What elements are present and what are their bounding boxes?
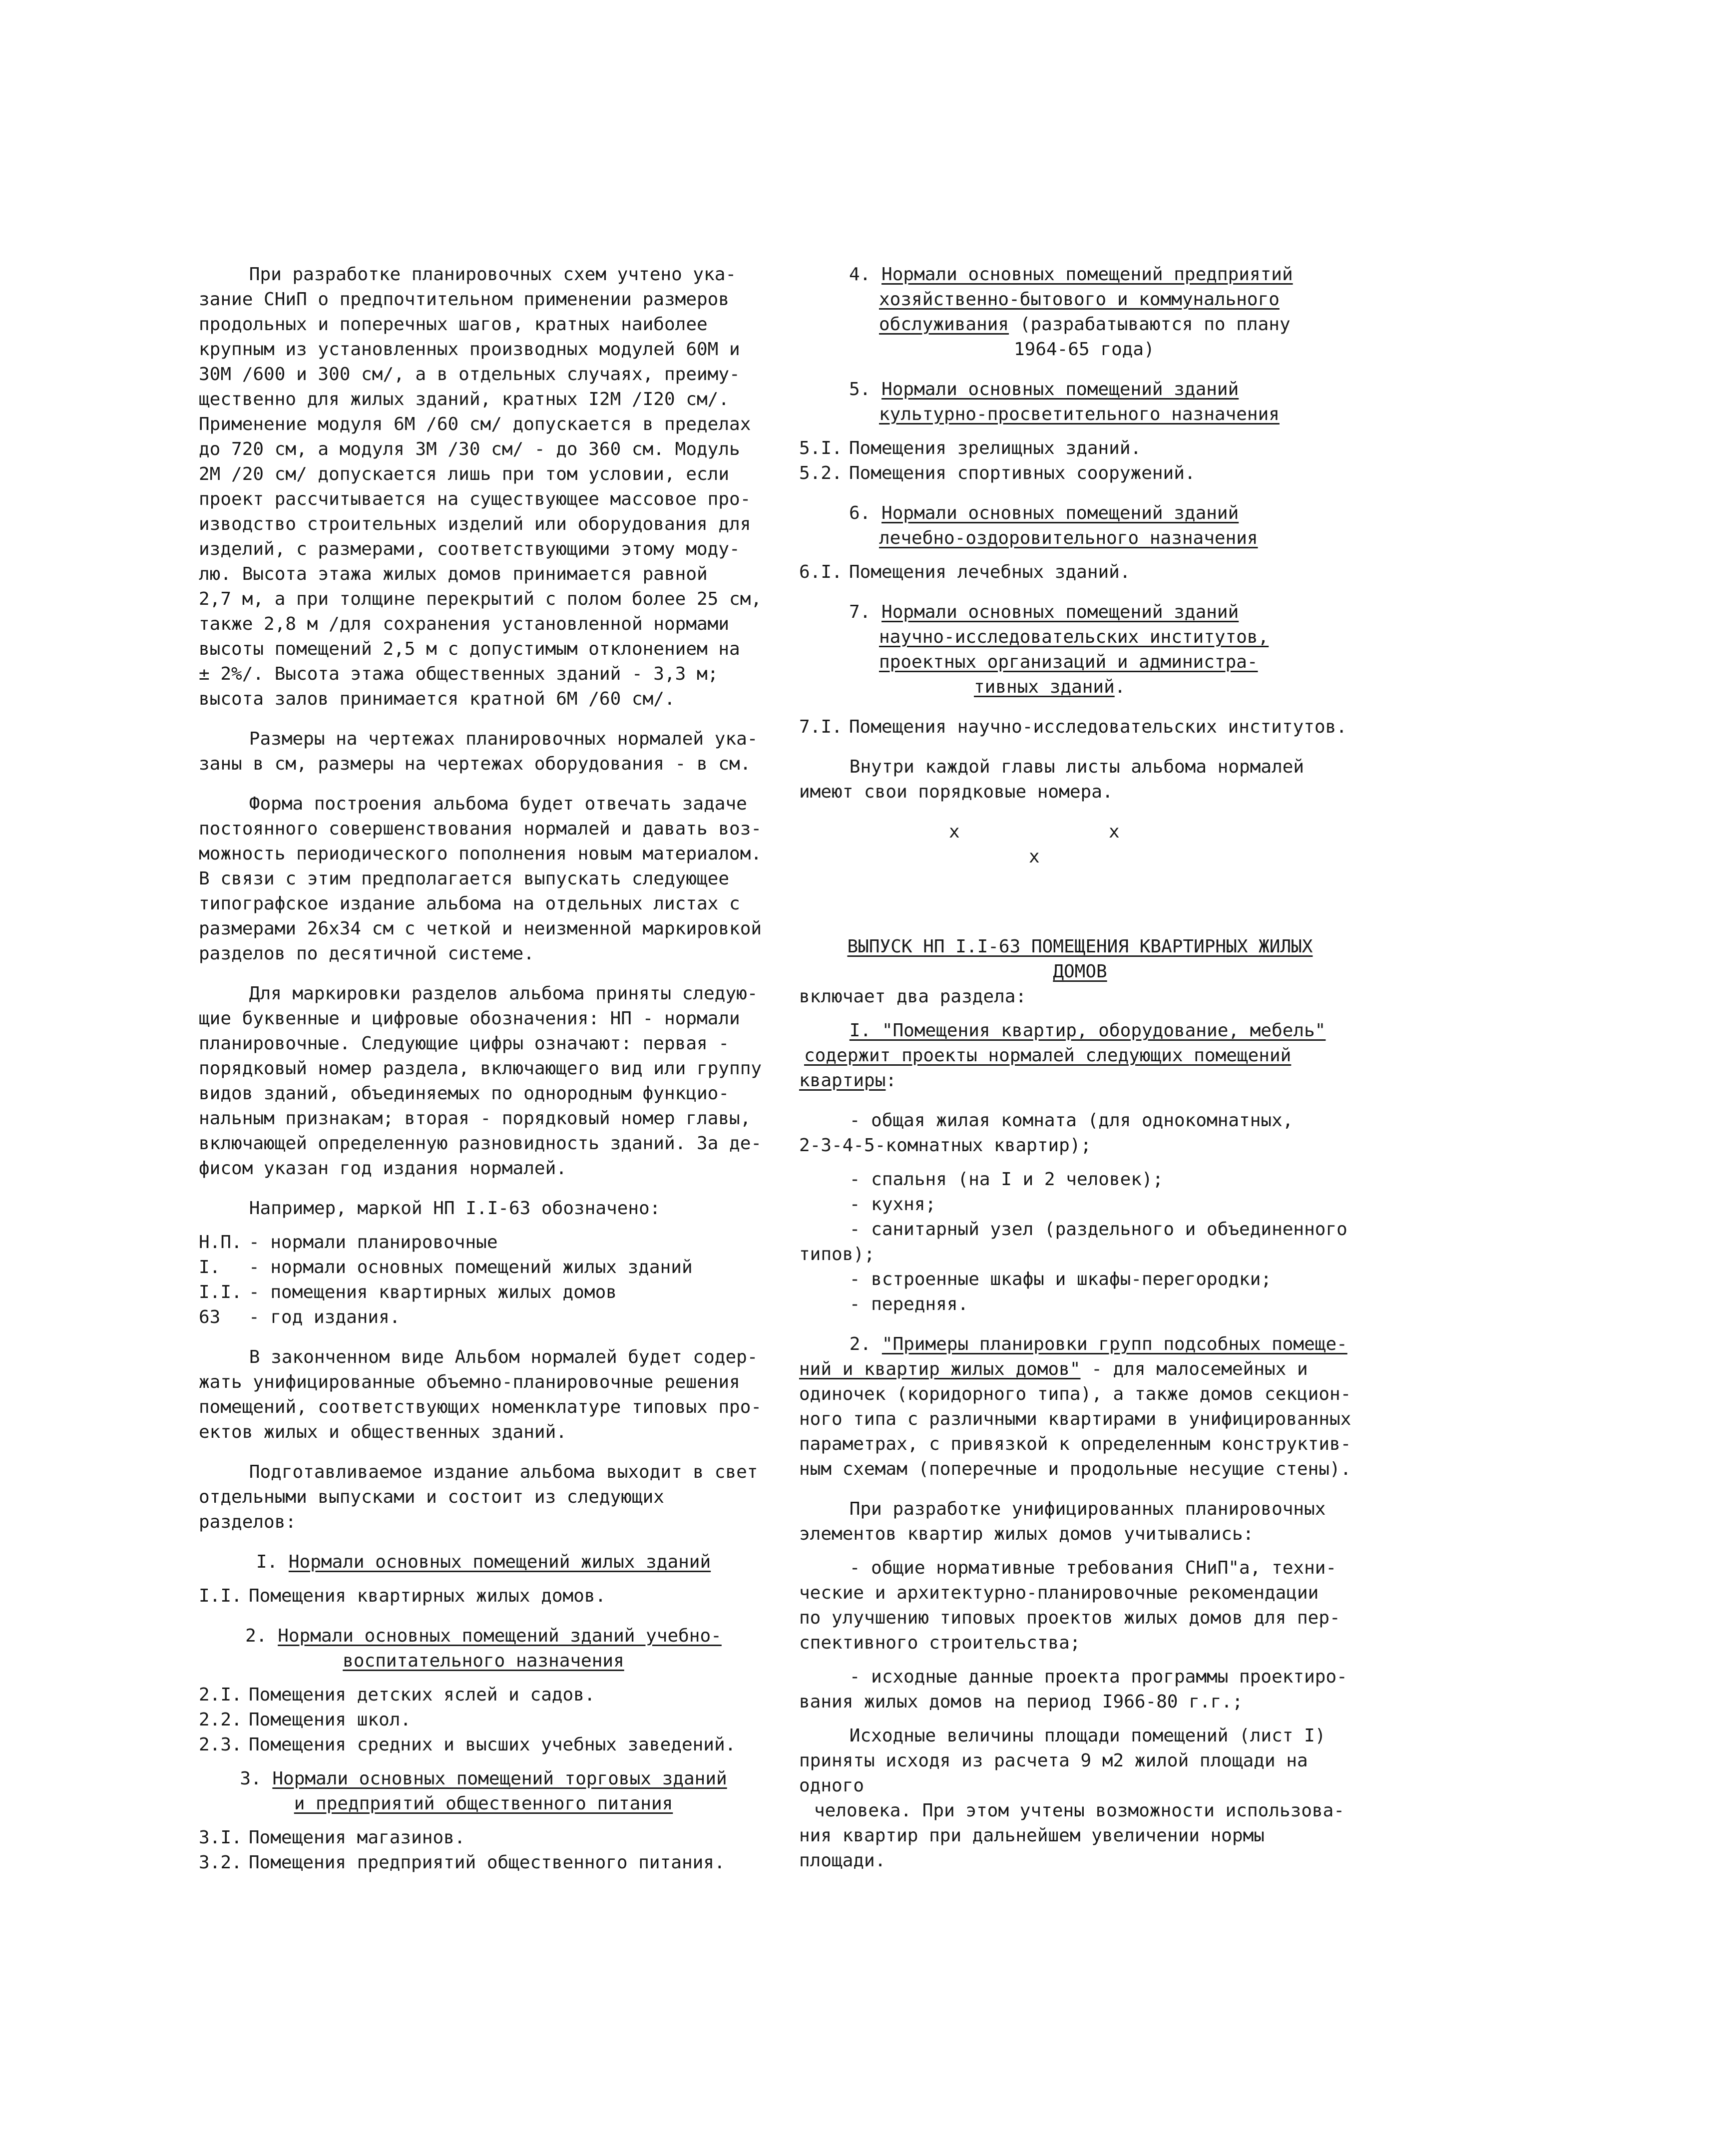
item-text: Помещения лечебных зданий.: [849, 562, 1131, 582]
item-number: 2.I.: [199, 1685, 242, 1705]
item-number: 2.3.: [199, 1734, 242, 1755]
section-item: [799, 461, 1361, 486]
text-line: щественно для жилых зданий, кратных I2М /I20 см/.: [199, 389, 730, 410]
legend-key: I.: [199, 1257, 221, 1278]
item-text: Помещения спортивных сооружений.: [849, 463, 1196, 483]
part-1-heading: I. "Помещения квартир, оборудование, мебель" содержит проекты нормалей следующих помещений квартиры:: [799, 1020, 1326, 1091]
text-line: одиночек (коридорного типа), а также домов секцион-: [799, 1384, 1351, 1404]
text-line: элементов квартир жилых домов учитывались:: [799, 1524, 1254, 1544]
item-text: Помещения научно-исследовательских институтов.: [849, 717, 1347, 737]
text-line: высота залов принимается кратной 6М /60 см/.: [199, 689, 675, 709]
paragraph-dimensions: [199, 727, 768, 777]
paragraph-edition: [199, 1460, 768, 1535]
section-item: [199, 1850, 768, 1875]
text-line: человека. При этом учтены возможности использова-: [814, 1800, 1345, 1821]
section-item: [199, 1825, 768, 1850]
section-item: [799, 436, 1361, 461]
list-item: - спальня (на I и 2 человек);: [849, 1169, 1164, 1190]
list-item: - санитарный узел (раздельного и объединенного: [849, 1219, 1347, 1240]
example-intro: Например, маркой НП I.I-63 обозначено:: [249, 1198, 661, 1219]
marking-legend: [199, 1230, 768, 1330]
room-list: [799, 1108, 1361, 1317]
text-line: - общие нормативные требования СНиП"а, техни-: [849, 1558, 1337, 1578]
legend-value: - помещения квартирных жилых домов: [249, 1282, 617, 1302]
item-number: 5.2.: [799, 463, 843, 483]
x-mark: x: [1109, 822, 1120, 842]
legend-key: Н.П.: [199, 1232, 242, 1253]
section-heading-7: 7. Нормали основных помещений зданий научно-исследовательских институтов, проектных организаций и администра- тивных зданий.: [849, 602, 1269, 697]
text-line: приняты исходя из расчета 9 м2 жилой площади на одного: [799, 1750, 1308, 1796]
section-item: [199, 1732, 768, 1757]
text-line: спективного строительства;: [799, 1633, 1081, 1653]
text-line: размерами 26х34 см с четкой и неизменной маркировкой: [199, 918, 762, 939]
legend-row: [199, 1305, 768, 1330]
text-line: фисом указан год издания нормалей.: [199, 1158, 567, 1179]
section-heading-5: 5. Нормали основных помещений зданий культурно-просветительного назначения: [849, 379, 1280, 425]
item-text: Помещения квартирных жилых домов.: [249, 1586, 606, 1606]
issue-heading: ВЫПУСК НП I.I-63 ПОМЕЩЕНИЯ КВАРТИРНЫХ ЖИЛЫХ ДОМОВ: [847, 936, 1313, 982]
text-line: порядковый номер раздела, включающего вид или группу: [199, 1058, 762, 1079]
item-text: Помещения средних и высших учебных заведений.: [249, 1734, 736, 1755]
x-mark: x: [949, 822, 960, 842]
list-item: - общая жилая комната (для однокомнатных,: [849, 1110, 1294, 1131]
item-number: 2.2.: [199, 1710, 242, 1730]
text-line: изводство строительных изделий или оборудования для: [199, 514, 751, 534]
section-heading-4: 4. Нормали основных помещений предприятий хозяйственно-бытового и коммунального обслуживания (разрабатываются по плану 1964-65 года): [849, 264, 1293, 360]
paragraph-sheet-numbers: [799, 755, 1361, 805]
section-item: [799, 715, 1361, 740]
text-line: ческие и архитектурно-планировочные рекомендации: [799, 1583, 1319, 1603]
text-line: также 2,8 м /для сохранения установленной нормами: [199, 614, 730, 634]
text-line: жать унифицированные объемно-планировочные решения: [199, 1372, 740, 1392]
legend-value: - нормали планировочные: [249, 1232, 498, 1253]
text-line: ния квартир при дальнейшем увеличении нормы площади.: [799, 1825, 1265, 1871]
text-line: отдельными выпусками и состоит из следующих разделов:: [199, 1487, 664, 1532]
text-line: вания жилых домов на период I966-80 г.г.;: [799, 1692, 1243, 1712]
legend-row: [199, 1230, 768, 1255]
left-column: [199, 262, 768, 1875]
legend-row: [199, 1255, 768, 1280]
legend-key: I.I.: [199, 1282, 242, 1302]
text-line: постоянного совершенствования нормалей и давать воз-: [199, 819, 762, 839]
text-line: ным схемам (поперечные и продольные несущие стены).: [799, 1459, 1351, 1479]
item-text: Помещения предприятий общественного питания.: [249, 1852, 725, 1873]
section-heading-2: 2. Нормали основных помещений зданий учебно- воспитательного назначения: [245, 1626, 722, 1671]
text-line: планировочные. Следующие цифры означают: первая -: [199, 1033, 730, 1054]
text-line: - исходные данные проекта программы проектиро-: [849, 1667, 1347, 1687]
separator-marks: [799, 820, 1361, 874]
x-mark: x: [1029, 847, 1040, 867]
text-line: разделов по десятичной системе.: [199, 943, 534, 964]
text-line: изделий, с размерами, соответствующими этому моду-: [199, 539, 740, 559]
paragraph-requirements-2: [799, 1665, 1361, 1715]
text-line: включающей определенную разновидность зданий. За де-: [199, 1133, 762, 1154]
legend-row: [199, 1280, 768, 1305]
text-line: Применение модуля 6М /60 см/ допускается в пределах: [199, 414, 751, 434]
includes-text: включает два раздела:: [799, 986, 1027, 1007]
list-item: - передняя.: [849, 1294, 969, 1314]
item-number: 7.I.: [799, 717, 843, 737]
text-line: помещений, соответствующих номенклатуре типовых про-: [199, 1397, 762, 1417]
text-line: Размеры на чертежах планировочных нормалей ука-: [249, 729, 758, 749]
text-line: имеют свои порядковые номера.: [799, 782, 1113, 802]
text-line: высоты помещений 2,5 м с допустимым отклонением на: [199, 639, 740, 659]
section-item: [199, 1683, 768, 1708]
text-line: крупным из установленных производных модулей 60М и: [199, 339, 740, 360]
paragraph-development: [799, 1497, 1361, 1547]
legend-value: - нормали основных помещений жилых зданий: [249, 1257, 693, 1278]
item-text: Помещения детских яслей и садов.: [249, 1685, 595, 1705]
text-line: Внутри каждой главы листы альбома нормалей: [849, 757, 1304, 777]
paragraph-requirements-1: [799, 1556, 1361, 1656]
text-line: параметрах, с привязкой к определенным конструктив-: [799, 1434, 1351, 1454]
item-text: Помещения зрелищных зданий.: [849, 438, 1142, 458]
text-line: заны в см, размеры на чертежах оборудования - в см.: [199, 754, 751, 774]
list-item: - встроенные шкафы и шкафы-перегородки;: [849, 1269, 1272, 1289]
text-line: Форма построения альбома будет отвечать задаче: [249, 794, 747, 814]
list-item-continued: типов);: [799, 1244, 875, 1265]
item-text: Помещения школ.: [249, 1710, 412, 1730]
item-number: 5.I.: [799, 438, 843, 458]
text-line: Подготавливаемое издание альбома выходит в свет: [249, 1462, 758, 1482]
list-item-continued: 2-3-4-5-комнатных квартир);: [799, 1135, 1092, 1156]
item-number: 3.I.: [199, 1827, 242, 1848]
text-line: зание СНиП о предпочтительном применении размеров: [199, 289, 730, 310]
text-line: В законченном виде Альбом нормалей будет содер-: [249, 1347, 758, 1367]
section-item: [199, 1708, 768, 1732]
text-line: Для маркировки разделов альбома приняты следую-: [249, 983, 758, 1004]
item-number: 3.2.: [199, 1852, 242, 1873]
text-line: 30М /600 и 300 см/, а в отдельных случаях, преиму-: [199, 364, 740, 385]
paragraph-planning-schemes: [199, 262, 768, 712]
legend-key: 63: [199, 1307, 221, 1327]
text-line: 2,7 м, а при толщине перекрытий с полом более 25 см,: [199, 589, 762, 609]
text-line: При разработке унифицированных планировочных: [849, 1499, 1326, 1519]
text-line: ного типа с различными квартирами в унифицированных: [799, 1409, 1351, 1429]
part-2-paragraph: 2. "Примеры планировки групп подсобных помеще- ний и квартир жилых домов" - для малосемейных и одиночек (коридорного типа), а также домов секцион- ного типа с различными квартирами в унифицированных параметрах, с привязкой к определенным конструктив- ным схемам (поперечные и продольные несущие стены).: [799, 1332, 1361, 1482]
text-line: 2М /20 см/ допускается лишь при том условии, если: [199, 464, 730, 484]
paragraph-area-values: [799, 1723, 1361, 1873]
section-item: [199, 1584, 768, 1609]
text-line: можность периодического пополнения новым материалом.: [199, 844, 762, 864]
text-line: продольных и поперечных шагов, кратных наиболее: [199, 314, 708, 335]
section-heading-6: 6. Нормали основных помещений зданий лечебно-оздоровительного назначения: [849, 503, 1258, 548]
item-text: Помещения магазинов.: [249, 1827, 465, 1848]
legend-value: - год издания.: [249, 1307, 401, 1327]
text-line: типографское издание альбома на отдельных листах с: [199, 893, 740, 914]
text-line: Исходные величины площади помещений (лист I): [849, 1725, 1326, 1746]
text-line: лю. Высота этажа жилых домов принимается равной: [199, 564, 708, 584]
section-heading-1: I. Нормали основных помещений жилых зданий: [256, 1552, 711, 1572]
list-item: - кухня;: [849, 1194, 936, 1215]
section-item: [799, 560, 1361, 585]
text-line: нальным признакам; вторая - порядковый номер главы,: [199, 1108, 751, 1129]
text-line: видов зданий, объединяемых по однородным функцио-: [199, 1083, 730, 1104]
item-number: I.I.: [199, 1586, 242, 1606]
text-line: В связи с этим предполагается выпускать следующее: [199, 868, 730, 889]
item-number: 6.I.: [799, 562, 843, 582]
text-line: по улучшению типовых проектов жилых домов для пер-: [799, 1608, 1340, 1628]
section-heading-3: 3. Нормали основных помещений торговых зданий и предприятий общественного питания: [240, 1768, 727, 1814]
text-line: ектов жилых и общественных зданий.: [199, 1422, 567, 1442]
text-line: до 720 см, а модуля 3М /30 см/ - до 360 см. Модуль: [199, 439, 740, 459]
paragraph-marking: [199, 981, 768, 1181]
text-line: ± 2%/. Высота этажа общественных зданий - 3,3 м;: [199, 664, 719, 684]
paragraph-final-form: [199, 1345, 768, 1445]
text-line: проект рассчитывается на существующее массовое про-: [199, 489, 751, 509]
text-line: щие буквенные и цифровые обозначения: НП - нормали: [199, 1008, 740, 1029]
paragraph-album-form: [199, 792, 768, 966]
text-line: При разработке планировочных схем учтено ука-: [249, 264, 737, 285]
right-column: [799, 262, 1361, 1873]
